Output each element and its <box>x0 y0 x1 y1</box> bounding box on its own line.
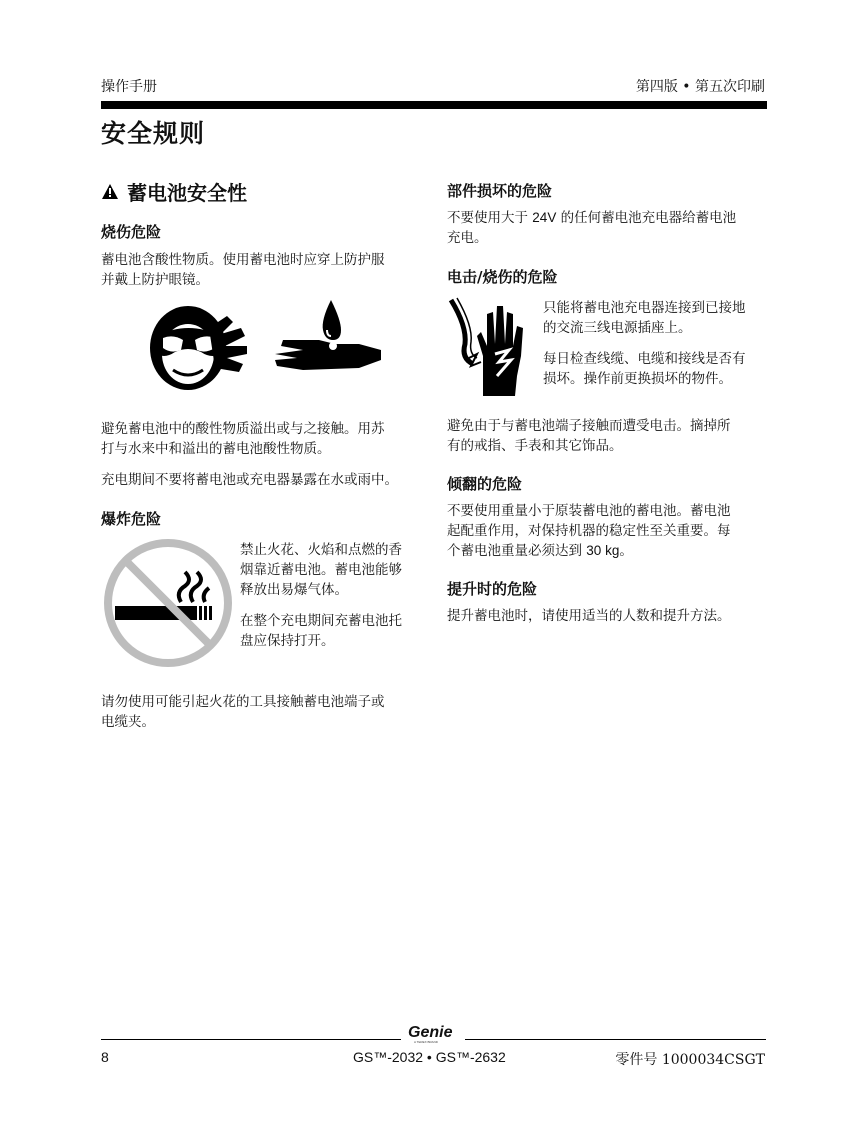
text-span: 个蓄电池重量必须达到 <box>447 543 587 559</box>
electrocution-hand-icon <box>447 296 533 400</box>
no-smoking-icon <box>103 538 233 668</box>
safety-goggles-icon <box>143 298 251 394</box>
voltage-value: 24V <box>532 210 557 225</box>
text-line <box>447 208 736 228</box>
explosion-paragraph-1 <box>240 540 402 600</box>
electrocution-heading: 电击/烧伤的危险 <box>447 268 558 286</box>
text-line: 充电。 <box>447 230 488 246</box>
text-line: 避免由于与蓄电池端子接触而遭受电击。摘掉所 <box>447 418 731 434</box>
text-line: 有的戒指、手表和其它饰品。 <box>447 438 623 454</box>
text-line: 打与水来中和溢出的蓄电池酸性物质。 <box>101 441 331 457</box>
electrocution-paragraph-2 <box>543 349 746 389</box>
weight-value: 30 kg <box>586 543 620 558</box>
burn-paragraph-3: 充电期间不要将蓄电池或充电器暴露在水或雨中。 <box>101 472 398 488</box>
text-line: 请勿使用可能引起火花的工具接触蓄电池端子或 <box>101 694 385 710</box>
text-line: 损坏。操作前更换损坏的物件。 <box>543 371 732 387</box>
page-number: 8 <box>101 1049 109 1065</box>
text-line: 禁止火花、火焰和点燃的香 <box>240 542 402 558</box>
text-span: 不要使用大于 <box>447 210 533 226</box>
text-line: 烟靠近蓄电池。蓄电池能够 <box>240 562 402 578</box>
header-manual-name: 操作手册 <box>101 79 157 95</box>
model-numbers: GS™-2032 • GS™-2632 <box>353 1049 506 1065</box>
explosion-paragraph-3 <box>101 692 385 732</box>
explosion-hazard-heading: 爆炸危险 <box>101 510 162 528</box>
section-title: 蓄电池安全性 <box>127 181 247 205</box>
header-edition: 第四版 • 第五次印刷 <box>635 79 765 95</box>
component-damage-paragraph <box>447 208 736 248</box>
text-line <box>447 541 731 561</box>
tip-over-paragraph <box>447 501 731 561</box>
text-line: 只能将蓄电池充电器连接到已接地 <box>543 300 746 316</box>
footer-rule-right <box>465 1039 766 1040</box>
header-rule <box>101 101 767 109</box>
text-line: 蓄电池含酸性物质。使用蓄电池时应穿上防护服 <box>101 252 385 268</box>
text-line: 的交流三线电源插座上。 <box>543 320 692 336</box>
footer-rule-left <box>101 1039 401 1040</box>
lifting-heading: 提升时的危险 <box>447 580 538 598</box>
lifting-paragraph: 提升蓄电池时，请使用适当的人数和提升方法。 <box>447 608 731 624</box>
burn-paragraph-2 <box>101 419 385 459</box>
text-line: 并戴上防护眼镜。 <box>101 272 209 288</box>
text-line: 起配重作用，对保持机器的稳定性至关重要。每 <box>447 523 731 539</box>
battery-safety-heading <box>101 177 247 206</box>
part-number: 零件号 1000034CSGT <box>615 1052 765 1068</box>
text-line: 在整个充电期间充蓄电池托 <box>240 613 402 629</box>
warning-triangle-icon <box>101 183 119 200</box>
text-line: 电缆夹。 <box>101 714 155 730</box>
burn-hazard-heading: 烧伤危险 <box>101 223 162 241</box>
explosion-paragraph-2 <box>240 611 402 651</box>
tip-over-heading: 倾翻的危险 <box>447 475 523 493</box>
text-line: 盘应保持打开。 <box>240 633 335 649</box>
genie-logo-tagline: A TEREX BRAND <box>414 1040 438 1044</box>
text-line: 不要使用重量小于原装蓄电池的蓄电池。蓄电池 <box>447 503 731 519</box>
electrocution-paragraph-3 <box>447 416 731 456</box>
genie-logo: Genie <box>408 1024 453 1041</box>
electrocution-paragraph-1 <box>543 298 746 338</box>
text-line: 每日检查线缆、电缆和接线是否有 <box>543 351 746 367</box>
text-line: 避免蓄电池中的酸性物质溢出或与之接触。用苏 <box>101 421 385 437</box>
text-span: 的任何蓄电池充电器给蓄电池 <box>556 210 737 226</box>
acid-on-hand-icon <box>273 298 383 378</box>
burn-paragraph-1 <box>101 250 385 290</box>
page-title: 安全规则 <box>101 119 206 148</box>
text-span: 。 <box>619 543 633 559</box>
text-line: 释放出易爆气体。 <box>240 582 348 598</box>
component-damage-heading: 部件损坏的危险 <box>447 182 553 200</box>
